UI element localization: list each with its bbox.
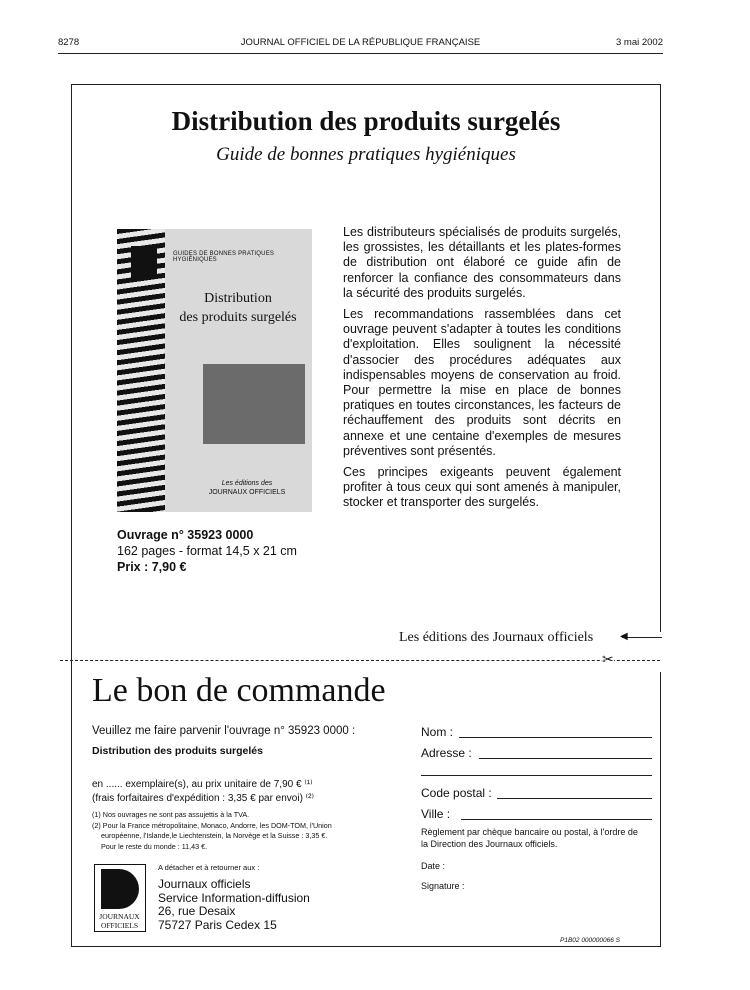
cover-series: GUIDES DE BONNES PRATIQUES HYGIÉNIQUES bbox=[173, 251, 275, 263]
description-paragraph: Ces principes exigeants peuvent également profiter à tous ceux qui sont amenés à manipuler, stocker et transporter des surgelés. bbox=[343, 465, 621, 510]
cut-line bbox=[60, 660, 660, 661]
city-field-label: Ville : bbox=[421, 807, 451, 821]
note-shipping: (2) Pour la France métropolitaine, Monaco, Andorre, les DOM-TOM, l'Union bbox=[92, 820, 332, 830]
book-description bbox=[343, 225, 621, 517]
cover-title-line2: des produits surgelés bbox=[179, 310, 297, 325]
cover-title bbox=[167, 289, 309, 327]
logo-line2: OFFICIELS bbox=[100, 921, 139, 930]
name-field[interactable] bbox=[459, 737, 652, 738]
shipping-line: (frais forfaitaires d'expédition : 3,35 € par envoi) ⁽²⁾ bbox=[92, 793, 314, 804]
order-book-title: Distribution des produits surgelés bbox=[92, 745, 263, 757]
address-line: Service Information-diffusion bbox=[158, 890, 310, 905]
document-reference: P1B02 000000066 S bbox=[560, 937, 620, 944]
payment-line2: la Direction des Journaux officiels. bbox=[421, 839, 558, 849]
arrow-line bbox=[622, 637, 662, 638]
book-format: 162 pages - format 14,5 x 21 cm bbox=[117, 544, 297, 558]
journaux-officiels-logo-icon bbox=[131, 246, 157, 278]
cover-photo bbox=[203, 364, 305, 444]
payment-instructions bbox=[421, 826, 656, 850]
cover-edition-line2: JOURNAUX OFFICIELS bbox=[208, 489, 286, 496]
page-header bbox=[58, 37, 663, 51]
arrow-left-icon: ◀ bbox=[620, 631, 628, 642]
date-field[interactable]: Date : bbox=[421, 861, 446, 871]
header-rule bbox=[58, 53, 663, 54]
book-price: Prix : 7,90 € bbox=[117, 560, 187, 574]
quantity-line: en ...... exemplaire(s), au prix unitaire de 7,90 € ⁽¹⁾ bbox=[92, 779, 313, 790]
address-field-line2[interactable] bbox=[421, 775, 652, 776]
name-field-label: Nom : bbox=[421, 725, 454, 739]
publisher-credit: Les éditions des Journaux officiels bbox=[399, 630, 594, 645]
ad-title: Distribution des produits surgelés bbox=[171, 106, 561, 136]
issue-date: 3 mai 2002 bbox=[615, 37, 663, 48]
frame-right-edge-lower bbox=[660, 672, 661, 947]
journal-title: JOURNAL OFFICIEL DE LA RÉPUBLIQUE FRANÇAISE bbox=[240, 37, 481, 48]
address-field-label: Adresse : bbox=[421, 746, 472, 760]
order-notes bbox=[92, 810, 377, 852]
postal-code-field[interactable] bbox=[497, 798, 652, 799]
book-info bbox=[117, 527, 297, 575]
order-request: Veuillez me faire parvenir l'ouvrage n° 35923 0000 : bbox=[92, 725, 356, 737]
note-vat: (1) Nos ouvrages ne sont pas assujettis à la TVA. bbox=[92, 810, 250, 819]
frame-right-edge bbox=[660, 84, 661, 632]
note-shipping-cont: européenne, l'Islande,le Liechtenstein, la Norvège et la Suisse : 3,35 €. bbox=[101, 831, 328, 840]
address-line: Journaux officiels bbox=[158, 877, 251, 891]
book-cover bbox=[117, 229, 312, 512]
address-field[interactable] bbox=[479, 758, 652, 759]
description-paragraph: Les distributeurs spécialisés de produits surgelés, les grossistes, les détaillants et les plates-formes de distribution ont élaboré ce guide afin de renforcer la confiance des consommateurs dans la sécurité des produits surgelés. bbox=[343, 225, 621, 300]
cover-title-line1: Distribution bbox=[204, 291, 272, 306]
note-shipping-world: Pour le reste du monde : 11,43 €. bbox=[101, 841, 208, 851]
logo-line1: JOURNAUX bbox=[99, 912, 140, 921]
mailing-address bbox=[158, 878, 310, 932]
jo-logo-icon bbox=[101, 869, 139, 909]
journaux-officiels-logo bbox=[94, 864, 146, 932]
address-line: 26, rue Desaix bbox=[158, 904, 236, 918]
description-paragraph: Les recommandations rassemblées dans cet ouvrage peuvent s'adapter à toutes les conditions d'exploitation. Elles soulignent la nécessité d'associer des procédures adéquates aux indispensables moyens de conservation au froid. Pour permettre la mise en place de bonnes pratiques en toutes circonstances, les facteurs de réchauffement des produits sont décrits en annexe et une centaine d'exemples de mesures préventives sont présentés. bbox=[343, 307, 621, 458]
address-line: 75727 Paris Cedex 15 bbox=[158, 917, 277, 932]
scissors-icon: ✂ bbox=[602, 651, 614, 667]
ad-subtitle: Guide de bonnes pratiques hygiéniques bbox=[216, 144, 516, 165]
book-reference: Ouvrage n° 35923 0000 bbox=[117, 528, 254, 542]
cover-edition-line1: Les éditions des bbox=[221, 480, 273, 487]
city-field[interactable] bbox=[461, 819, 652, 820]
postal-code-field-label: Code postal : bbox=[421, 786, 492, 800]
order-form-title: Le bon de commande bbox=[92, 672, 386, 709]
cover-edition bbox=[187, 479, 307, 497]
payment-line1: Règlement par chèque bancaire ou postal, à l'ordre de bbox=[421, 827, 638, 837]
signature-field[interactable]: Signature : bbox=[421, 881, 465, 891]
detach-instructions: A détacher et à retourner aux : bbox=[158, 863, 260, 872]
page-number: 8278 bbox=[58, 37, 80, 48]
order-quantity bbox=[92, 778, 314, 806]
